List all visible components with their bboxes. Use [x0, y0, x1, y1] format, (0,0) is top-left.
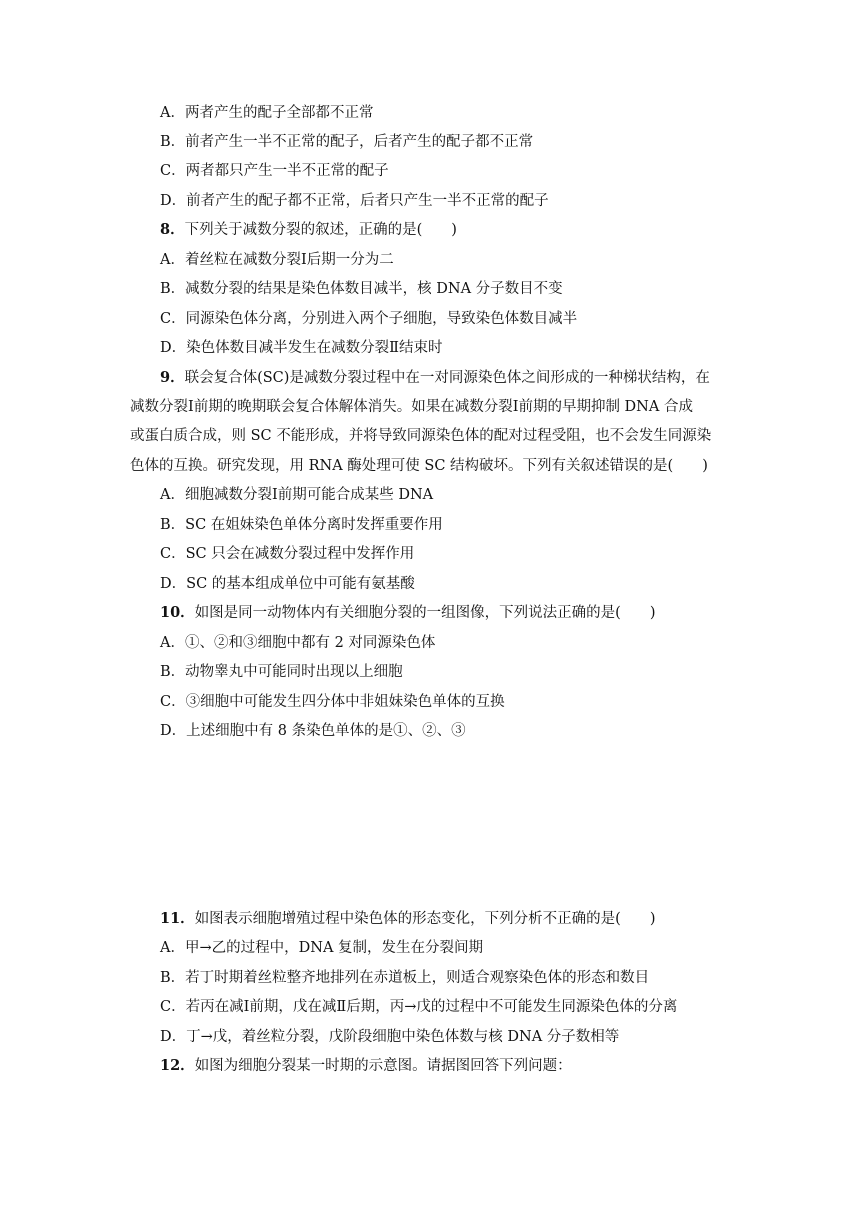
- q9-stem-line-4: 色体的互换。研究发现，用 RNA 酶处理可使 SC 结构破坏。下列有关叙述错误的是( ): [130, 458, 708, 474]
- q9-stem-line-1: 9．联会复合体(SC)是减数分裂过程中在一对同源染色体之间形成的一种梯状结构，在: [160, 369, 710, 386]
- q10-stem: 10．如图是同一动物体内有关细胞分裂的一组图像，下列说法正确的是( ): [160, 604, 656, 621]
- q12-stem: 12．如图为细胞分裂某一时期的示意图。请据图回答下列问题：: [160, 1057, 572, 1074]
- q10-option-b: B．动物睾丸中可能同时出现以上细胞: [160, 664, 403, 680]
- q11-stem: 11．如图表示细胞增殖过程中染色体的形态变化，下列分析不正确的是( ): [160, 910, 656, 927]
- q9-option-d: D．SC 的基本组成单位中可能有氨基酸: [160, 576, 415, 592]
- q8-number: 8．: [160, 221, 185, 238]
- q11-option-a: A．甲→乙的过程中，DNA 复制，发生在分裂间期: [160, 940, 484, 956]
- q8-option-c: C．同源染色体分离，分别进入两个子细胞，导致染色体数目减半: [160, 311, 578, 327]
- q10-number: 10．: [160, 604, 195, 621]
- q11-option-d: D．丁→戊，着丝粒分裂，戊阶段细胞中染色体数与核 DNA 分子数相等: [160, 1029, 620, 1045]
- q8-stem: 8．下列关于减数分裂的叙述，正确的是( ): [160, 221, 457, 238]
- q9-option-a: A．细胞减数分裂Ⅰ前期可能合成某些 DNA: [160, 487, 434, 503]
- q7-option-b: B．前者产生一半不正常的配子，后者产生的配子都不正常: [160, 134, 534, 150]
- q10-option-a: A．①、②和③细胞中都有 2 对同源染色体: [160, 635, 436, 651]
- q7-option-d: D．前者产生的配子都不正常，后者只产生一半不正常的配子: [160, 193, 549, 209]
- q11-number: 11．: [160, 910, 195, 927]
- q9-stem-line-2: 减数分裂Ⅰ前期的晚期联会复合体解体消失。如果在减数分裂Ⅰ前期的早期抑制 DNA 合成: [130, 399, 693, 415]
- q10-option-d: D．上述细胞中有 8 条染色单体的是①、②、③: [160, 723, 466, 739]
- q8-option-b: B．减数分裂的结果是染色体数目减半，核 DNA 分子数目不变: [160, 281, 563, 297]
- q9-option-b: B．SC 在姐妹染色单体分离时发挥重要作用: [160, 517, 443, 533]
- q9-stem-line-3: 或蛋白质合成，则 SC 不能形成，并将导致同源染色体的配对过程受阻，也不会发生同源染: [130, 428, 712, 444]
- q11-option-b: B．若丁时期着丝粒整齐地排列在赤道板上，则适合观察染色体的形态和数目: [160, 970, 650, 986]
- q8-option-a: A．着丝粒在减数分裂Ⅰ后期一分为二: [160, 252, 394, 268]
- q7-option-a: A．两者产生的配子全部都不正常: [160, 105, 374, 121]
- q7-option-c: C．两者都只产生一半不正常的配子: [160, 163, 389, 179]
- q9-option-c: C．SC 只会在减数分裂过程中发挥作用: [160, 546, 415, 562]
- q11-option-c: C．若丙在减Ⅰ前期，戊在减Ⅱ后期，丙→戊的过程中不可能发生同源染色体的分离: [160, 999, 678, 1015]
- q10-option-c: C．③细胞中可能发生四分体中非姐妹染色单体的互换: [160, 694, 505, 710]
- q9-number: 9．: [160, 369, 185, 386]
- q12-number: 12．: [160, 1057, 195, 1074]
- q10-figure-placeholder: [130, 750, 730, 900]
- q8-option-d: D．染色体数目减半发生在减数分裂Ⅱ结束时: [160, 340, 443, 356]
